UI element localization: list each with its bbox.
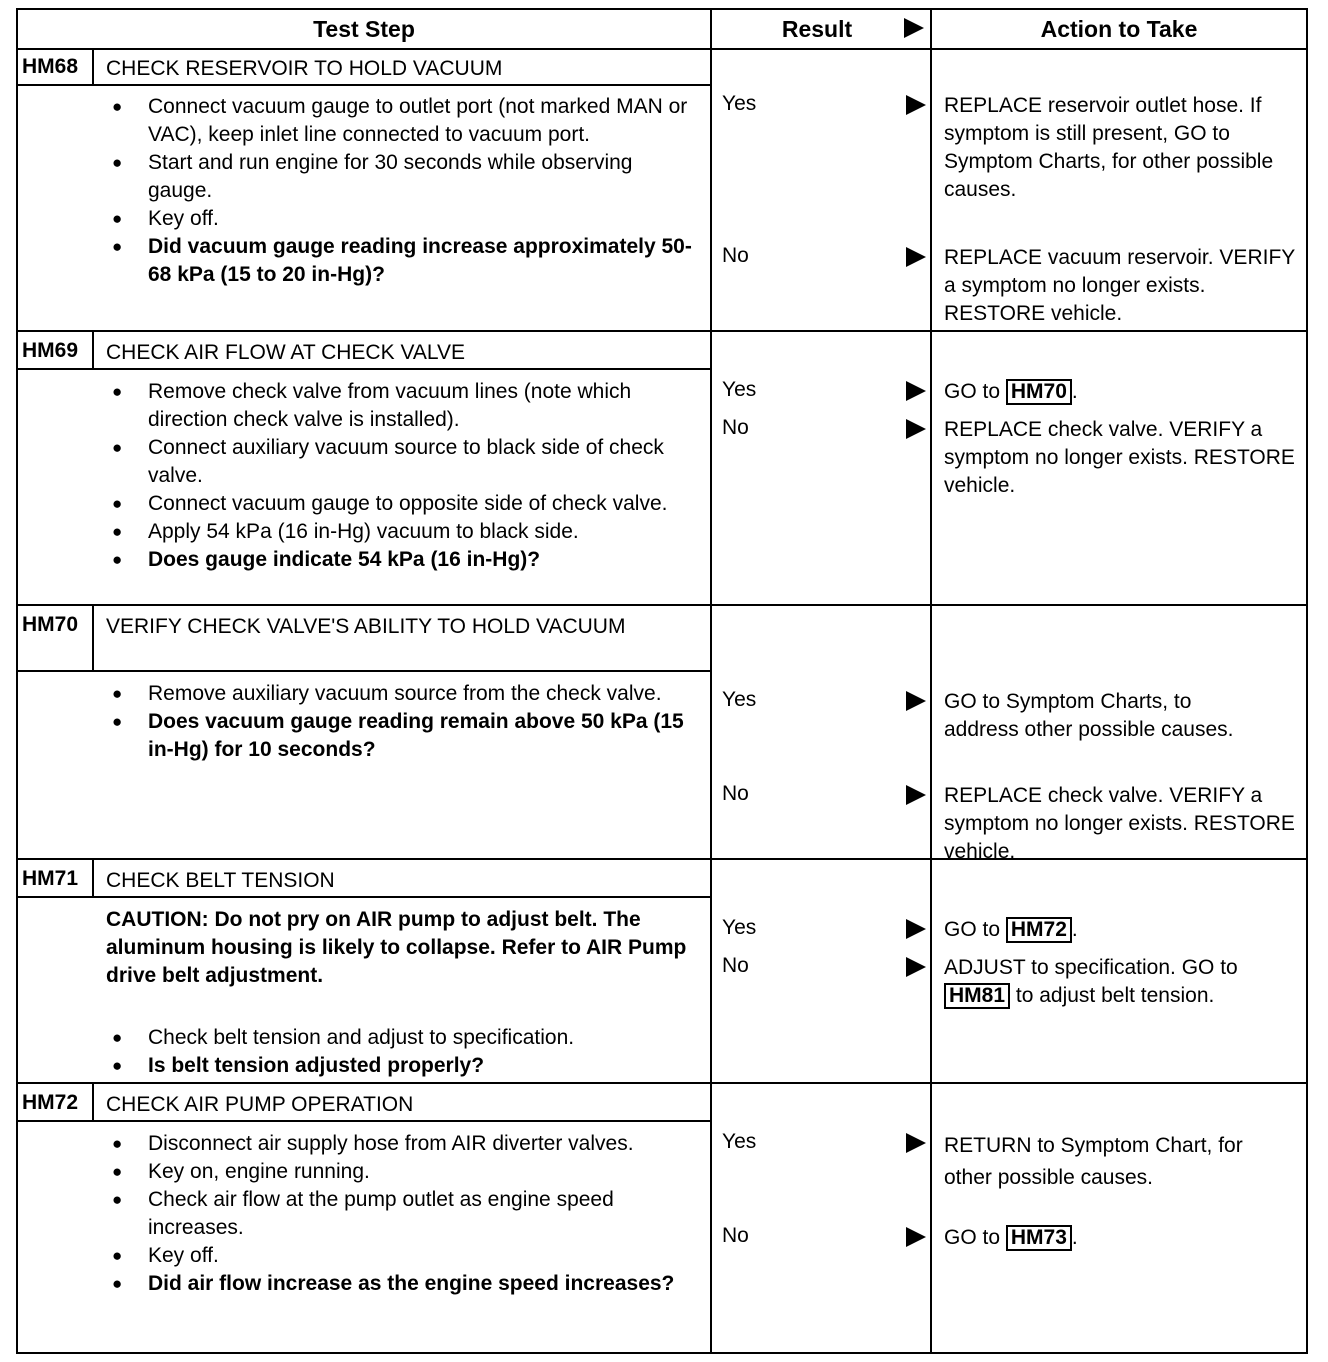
result-no: No (722, 954, 749, 977)
step-item: ● Disconnect air supply hose from AIR diverter valves. (106, 1130, 702, 1158)
step-title-bar (18, 332, 710, 370)
action-text: REPLACE reservoir outlet hose. If symptom is still present, GO to Symptom Charts, for other possible causes. (944, 94, 1274, 201)
action-text (944, 916, 1306, 944)
test-step-header: Test Step (313, 16, 415, 42)
arrow-icon (906, 957, 926, 977)
result-yes: Yes (722, 688, 757, 711)
step-reference-hm81[interactable]: HM81 (944, 983, 1010, 1009)
step-title-bar (18, 860, 710, 898)
step-title: CHECK BELT TENSION (106, 869, 335, 892)
step-question: ● Did vacuum gauge reading increase approximately 50-68 kPa (15 to 20 in-Hg)? (106, 233, 702, 289)
step-item: ● Apply 54 kPa (16 in-Hg) vacuum to black side. (106, 518, 702, 546)
action-text (944, 378, 1306, 406)
test-row-hm69 (18, 332, 1306, 606)
arrow-icon (906, 1227, 926, 1247)
step-item: ● Check air flow at the pump outlet as engine speed increases. (106, 1186, 702, 1242)
action-text (944, 1224, 1306, 1252)
action-text-part: . (1071, 380, 1078, 403)
result-no: No (722, 782, 749, 805)
arrow-icon (906, 95, 926, 115)
step-code: HM70 (18, 606, 94, 670)
step-reference-hm73[interactable]: HM73 (1006, 1225, 1072, 1251)
step-item: ● Connect vacuum gauge to opposite side of check valve. (106, 490, 702, 518)
table-header (18, 10, 1306, 50)
step-list (106, 1130, 702, 1298)
step-list (106, 680, 702, 764)
result-arrow-icon (904, 18, 924, 38)
step-list (106, 1024, 702, 1080)
arrow-icon (906, 785, 926, 805)
step-item: ● Key on, engine running. (106, 1158, 702, 1186)
step-title: VERIFY CHECK VALVE'S ABILITY TO HOLD VACUUM (106, 615, 626, 638)
test-row-hm70 (18, 606, 1306, 863)
step-item: ● Remove auxiliary vacuum source from the check valve. (106, 680, 702, 708)
test-row-hm68 (18, 48, 1306, 332)
step-question: ● Did air flow increase as the engine speed increases? (106, 1270, 702, 1298)
step-code: HM68 (18, 48, 94, 84)
action-text: REPLACE check valve. VERIFY a symptom no longer exists. RESTORE vehicle. (944, 784, 1295, 863)
step-title-bar (18, 606, 710, 672)
caution-note: CAUTION: Do not pry on AIR pump to adjust belt. The aluminum housing is likely to collapse. Refer to AIR Pump drive belt adjustment. (106, 908, 687, 987)
step-title: CHECK RESERVOIR TO HOLD VACUUM (106, 57, 503, 80)
step-item: ● Start and run engine for 30 seconds while observing gauge. (106, 149, 702, 205)
result-yes: Yes (722, 916, 757, 939)
action-text-part: GO to (944, 918, 1001, 941)
step-title-bar (18, 1084, 710, 1122)
result-yes: Yes (722, 92, 757, 115)
diagnostic-table (16, 8, 1308, 1354)
action-text-part: GO to (944, 380, 1001, 403)
step-item: ● Check belt tension and adjust to specification. (106, 1024, 702, 1052)
action-text: REPLACE vacuum reservoir. VERIFY a symptom no longer exists. RESTORE vehicle. (944, 246, 1295, 325)
step-item: ● Connect vacuum gauge to outlet port (not marked MAN or VAC), keep inlet line connected to vacuum port. (106, 93, 702, 149)
action-text: RETURN to Symptom Chart, for other possible causes. (944, 1134, 1243, 1189)
step-item: ● Key off. (106, 205, 702, 233)
step-list (106, 378, 702, 574)
arrow-icon (906, 691, 926, 711)
step-code: HM72 (18, 1084, 94, 1120)
step-question: ● Is belt tension adjusted properly? (106, 1052, 702, 1080)
test-row-hm71 (18, 860, 1306, 1084)
action-text-part: GO to (944, 1226, 1001, 1249)
step-item: ● Remove check valve from vacuum lines (note which direction check valve is installed). (106, 378, 702, 434)
arrow-icon (906, 419, 926, 439)
step-question: ● Does gauge indicate 54 kPa (16 in-Hg)? (106, 546, 702, 574)
step-item: ● Connect auxiliary vacuum source to black side of check valve. (106, 434, 702, 490)
action-header: Action to Take (1040, 16, 1198, 42)
action-text-part: . (1071, 1226, 1078, 1249)
result-yes: Yes (722, 378, 757, 401)
arrow-icon (906, 381, 926, 401)
result-header-label: Result (781, 16, 853, 42)
action-text-part: to adjust belt tension. (1015, 984, 1215, 1007)
action-text-part: ADJUST to specification. GO to (944, 956, 1238, 979)
action-text (944, 954, 1306, 1010)
result-no: No (722, 244, 749, 267)
step-code: HM71 (18, 860, 94, 896)
step-list (106, 93, 702, 289)
arrow-icon (906, 919, 926, 939)
action-text: GO to Symptom Charts, to address other possible causes. (944, 690, 1234, 741)
arrow-icon (906, 247, 926, 267)
step-code: HM69 (18, 332, 94, 368)
step-reference-hm72[interactable]: HM72 (1006, 917, 1072, 943)
arrow-icon (906, 1133, 926, 1153)
result-no: No (722, 416, 749, 439)
step-reference-hm70[interactable]: HM70 (1006, 379, 1072, 405)
result-yes: Yes (722, 1130, 757, 1153)
step-title: CHECK AIR FLOW AT CHECK VALVE (106, 341, 466, 364)
step-title: CHECK AIR PUMP OPERATION (106, 1093, 414, 1116)
test-row-hm72 (18, 1084, 1306, 1354)
step-title-bar (18, 48, 710, 86)
step-item: ● Key off. (106, 1242, 702, 1270)
result-no: No (722, 1224, 749, 1247)
action-text-part: . (1071, 918, 1078, 941)
action-text: REPLACE check valve. VERIFY a symptom no longer exists. RESTORE vehicle. (944, 418, 1295, 497)
step-question: ● Does vacuum gauge reading remain above 50 kPa (15 in-Hg) for 10 seconds? (106, 708, 702, 764)
result-header (712, 10, 922, 48)
